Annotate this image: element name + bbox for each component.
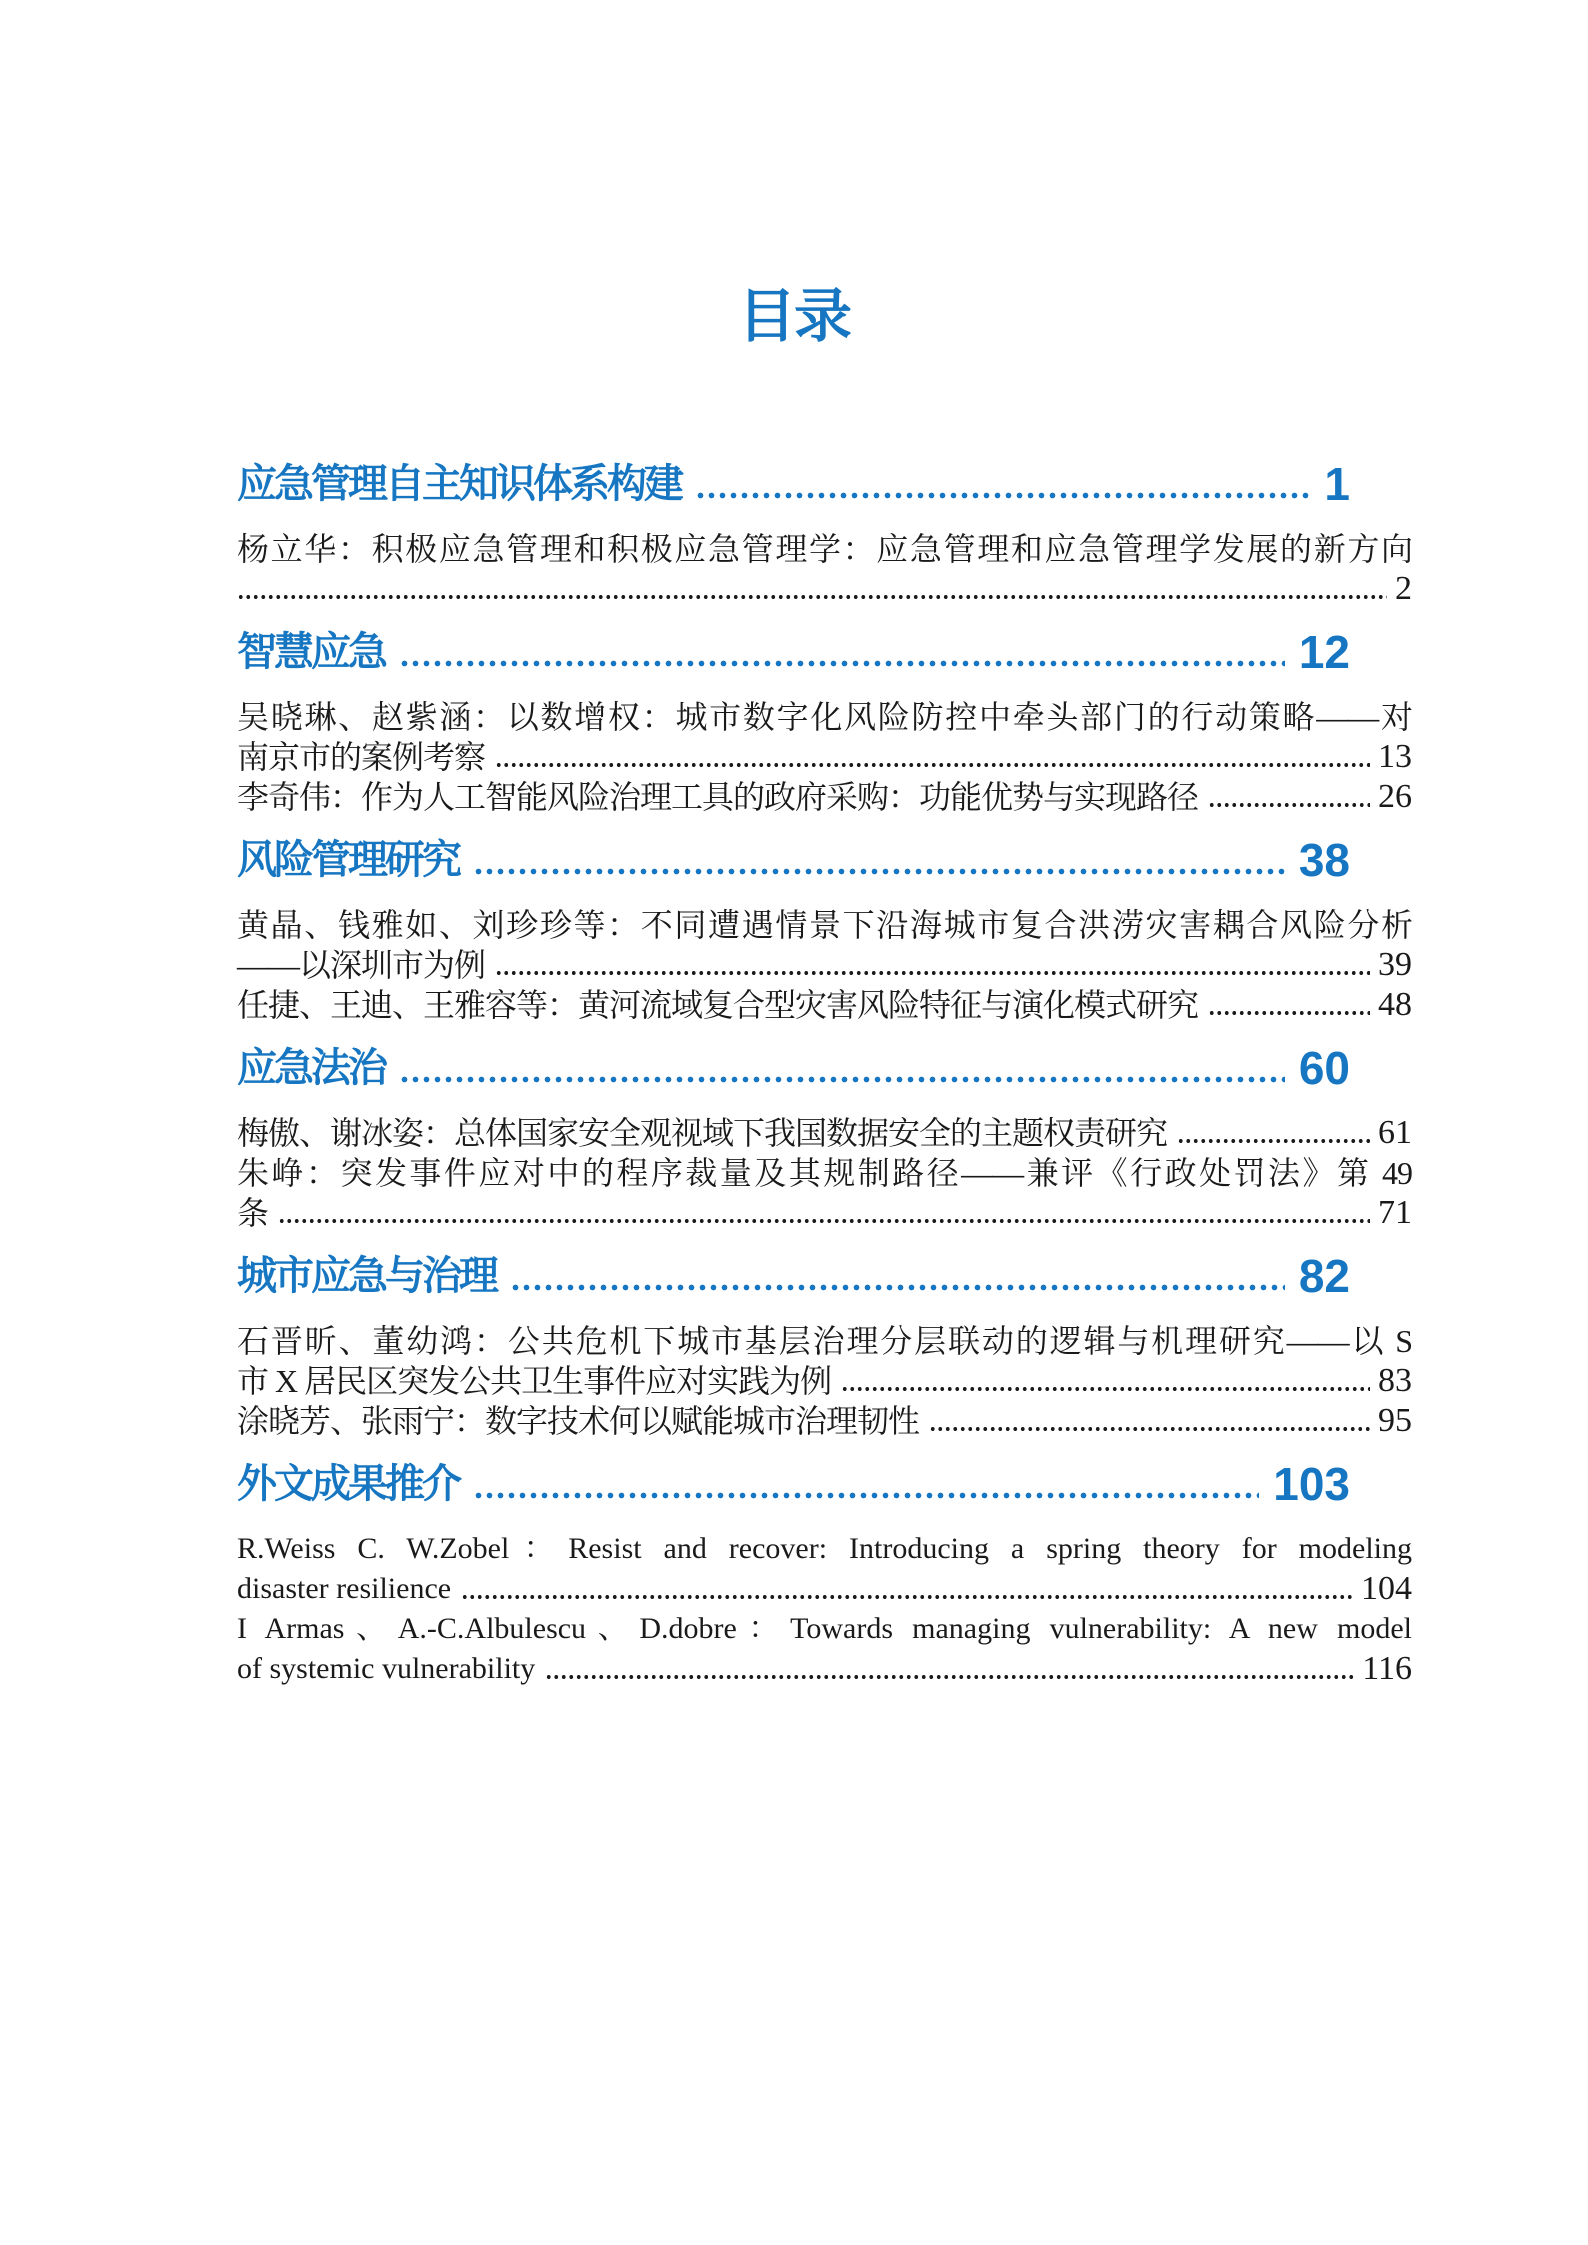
entry-text-continued: 条	[237, 1195, 269, 1231]
page-title: 目录	[737, 284, 850, 349]
entry-page-number: 95	[1378, 1402, 1412, 1439]
entry-text: I Armas、A.-C.Albulescu、D.dobre：Towards managing vulnerability: A new model	[237, 1612, 1412, 1645]
dot-leader	[495, 737, 1370, 777]
dot-leader	[278, 1193, 1370, 1233]
entry-page-number: 48	[1378, 986, 1412, 1023]
section-title: 城市应急与治理	[237, 1254, 496, 1298]
dot-leader	[841, 1361, 1370, 1401]
section-title: 风险管理研究	[237, 838, 459, 882]
section-title: 外文成果推介	[237, 1462, 459, 1506]
section-heading-link[interactable]	[237, 1459, 1412, 1509]
section-page-number: 82	[1298, 1250, 1350, 1302]
entry-text: 杨立华：积极应急管理和积极应急管理学：应急管理和应急管理学发展的新方向	[237, 531, 1412, 567]
toc-section	[237, 1459, 1412, 1689]
dot-leader	[461, 1569, 1353, 1609]
toc-entry-link[interactable]	[237, 1153, 1412, 1233]
section-title: 智慧应急	[237, 630, 385, 674]
dot-leader	[1177, 1113, 1370, 1153]
section-title: 应急法治	[237, 1046, 385, 1090]
toc-section	[237, 1251, 1412, 1441]
toc-entry-link[interactable]	[237, 1401, 1412, 1441]
toc-entry-link[interactable]	[237, 985, 1412, 1025]
toc-entry-link[interactable]	[237, 1113, 1412, 1153]
section-page-number: 38	[1298, 834, 1350, 886]
toc-entry-link[interactable]	[237, 905, 1412, 985]
entry-page-number: 83	[1378, 1362, 1412, 1399]
toc-section	[237, 1043, 1412, 1233]
toc-section	[237, 627, 1412, 817]
entry-text-continued: of systemic vulnerability	[237, 1652, 536, 1685]
toc-entry-link[interactable]	[237, 1529, 1412, 1609]
section-heading-link[interactable]	[237, 459, 1412, 509]
dot-leader	[695, 459, 1310, 509]
dot-leader	[1208, 777, 1370, 817]
entry-text: 吴晓琳、赵紫涵：以数增权：城市数字化风险防控中牵头部门的行动策略——对	[237, 699, 1412, 735]
entry-text: 任捷、王迪、王雅容等：黄河流域复合型灾害风险特征与演化模式研究	[237, 987, 1199, 1023]
entry-text: 梅傲、谢冰姿：总体国家安全观视域下我国数据安全的主题权责研究	[237, 1115, 1168, 1151]
section-page-number: 103	[1273, 1458, 1350, 1510]
section-heading-link[interactable]	[237, 627, 1412, 677]
entry-text-continued: disaster resilience	[237, 1572, 452, 1605]
entry-page-number: 61	[1378, 1114, 1412, 1151]
toc-section	[237, 835, 1412, 1025]
entry-page-number: 71	[1378, 1194, 1412, 1231]
entry-text-continued: 市 X 居民区突发公共卫生事件应对实践为例	[237, 1363, 832, 1399]
toc-entry-link[interactable]	[237, 1321, 1412, 1401]
entry-page-number: 26	[1378, 778, 1412, 815]
dot-leader	[495, 945, 1370, 985]
entry-text-continued: 南京市的案例考察	[237, 739, 486, 775]
section-page-number: 1	[1324, 458, 1350, 510]
entry-text: 李奇伟：作为人工智能风险治理工具的政府采购：功能优势与实现路径	[237, 779, 1199, 815]
section-page-number: 12	[1298, 626, 1350, 678]
entry-text-continued: ——以深圳市为例	[237, 947, 486, 983]
toc-entry-link[interactable]	[237, 777, 1412, 817]
entry-text: 涂晓芳、张雨宁：数字技术何以赋能城市治理韧性	[237, 1403, 920, 1439]
entry-text: 石晋昕、董幼鸿：公共危机下城市基层治理分层联动的逻辑与机理研究——以 S	[237, 1323, 1412, 1359]
entry-text: 朱峥：突发事件应对中的程序裁量及其规制路径——兼评《行政处罚法》第 49	[237, 1155, 1412, 1191]
section-heading-link[interactable]	[237, 1043, 1412, 1093]
table-of-contents	[237, 459, 1412, 1689]
toc-section	[237, 459, 1412, 609]
dot-leader	[1208, 985, 1370, 1025]
entry-page-number: 13	[1378, 738, 1412, 775]
toc-entry-link[interactable]	[237, 529, 1412, 609]
section-title: 应急管理自主知识体系构建	[237, 462, 681, 506]
entry-page-number: 39	[1378, 946, 1412, 983]
dot-leader	[237, 569, 1387, 609]
entry-text: R.Weiss C. W.Zobel：Resist and recover: Introducing a spring theory for modeling	[237, 1532, 1412, 1565]
section-page-number: 60	[1298, 1042, 1350, 1094]
toc-entry-link[interactable]	[237, 1609, 1412, 1689]
toc-entry-link[interactable]	[237, 697, 1412, 777]
entry-text: 黄晶、钱雅如、刘珍珍等：不同遭遇情景下沿海城市复合洪涝灾害耦合风险分析	[237, 907, 1412, 943]
entry-page-number: 104	[1361, 1570, 1412, 1607]
entry-page-number: 116	[1362, 1650, 1412, 1687]
dot-leader	[399, 627, 1285, 677]
dot-leader	[929, 1401, 1370, 1441]
section-heading-link[interactable]	[237, 1251, 1412, 1301]
dot-leader	[473, 1459, 1259, 1509]
section-heading-link[interactable]	[237, 835, 1412, 885]
dot-leader	[399, 1043, 1285, 1093]
dot-leader	[510, 1251, 1285, 1301]
entry-page-number: 2	[1395, 570, 1412, 607]
dot-leader	[545, 1649, 1354, 1689]
dot-leader	[473, 835, 1285, 885]
